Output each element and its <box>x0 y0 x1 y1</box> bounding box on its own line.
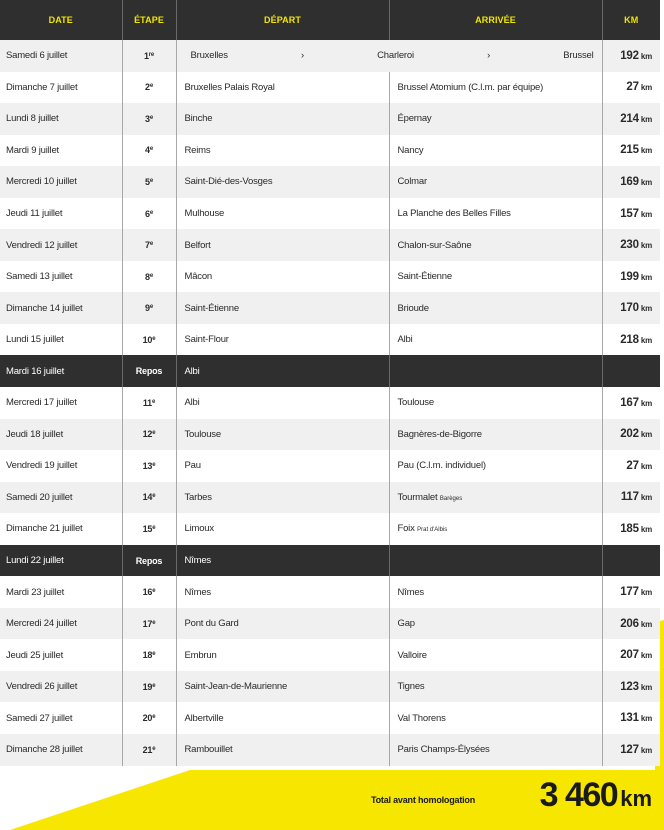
stage-suffix: e <box>149 272 153 279</box>
km-value: 123 <box>620 680 639 693</box>
stage-suffix: e <box>152 524 156 531</box>
table-row <box>0 734 660 766</box>
stage-number: 2 <box>145 82 150 93</box>
km-cell <box>602 639 660 671</box>
start-cell: Belfort <box>176 229 389 261</box>
finish-cell <box>389 576 602 608</box>
loop-via: Charleroi <box>377 50 414 62</box>
km-cell <box>602 135 660 167</box>
finish-city: La Planche des Belles Filles <box>397 208 511 219</box>
finish-city: Épernay <box>397 113 432 125</box>
finish-cell <box>389 166 602 198</box>
km-value: 199 <box>620 270 639 283</box>
table-row <box>0 482 660 514</box>
finish-cell <box>389 639 602 671</box>
finish-city: Paris Champs-Élysées <box>397 744 490 756</box>
stage-number: 19 <box>142 681 153 692</box>
km-unit: km <box>640 83 652 93</box>
start-cell: Binche <box>176 103 389 135</box>
stage-cell <box>122 639 176 671</box>
stage-number: 13 <box>142 460 153 471</box>
finish-cell <box>389 229 602 261</box>
finish-note: Prat d'Albis <box>417 527 448 534</box>
stage-number: 4 <box>145 145 150 156</box>
stage-number: 5 <box>145 176 150 187</box>
finish-cell <box>389 419 602 451</box>
km-cell <box>602 671 660 703</box>
start-cell: Saint-Étienne <box>176 292 389 324</box>
table-row <box>0 135 660 167</box>
km-cell <box>602 355 660 387</box>
rest-day-row <box>0 355 660 387</box>
km-value: 157 <box>620 207 639 220</box>
stage-suffix: e <box>152 619 156 626</box>
km-cell <box>602 103 660 135</box>
km-unit: km <box>640 745 652 755</box>
stage-cell <box>122 608 176 640</box>
km-unit: km <box>640 241 652 251</box>
total-unit: km <box>620 786 652 811</box>
table-row <box>0 702 660 734</box>
km-unit: km <box>640 51 652 61</box>
km-value: 127 <box>620 743 639 756</box>
start-cell: Nîmes <box>176 576 389 608</box>
finish-cell <box>389 198 602 230</box>
date-cell: Samedi 13 juillet <box>0 261 122 293</box>
finish-city: Albi <box>397 334 413 346</box>
km-unit: km <box>640 524 652 534</box>
total-value: 3 460 <box>539 776 618 814</box>
table-row <box>0 292 660 324</box>
km-value: 117 <box>620 491 639 504</box>
start-cell: Albertville <box>176 702 389 734</box>
km-cell <box>602 387 660 419</box>
km-cell <box>602 324 660 356</box>
stage-number: 14 <box>142 492 153 503</box>
km-unit: km <box>640 651 652 661</box>
stage-cell <box>122 261 176 293</box>
loop-route-cell <box>176 40 602 72</box>
finish-cell <box>389 545 602 577</box>
stage-suffix: e <box>152 461 156 468</box>
km-unit: km <box>640 335 652 345</box>
stage-number: 20 <box>142 713 153 724</box>
finish-cell <box>389 292 602 324</box>
km-cell <box>602 576 660 608</box>
rest-label: Repos <box>122 355 176 387</box>
table-row <box>0 450 660 482</box>
date-cell: Samedi 6 juillet <box>0 40 122 72</box>
km-value: 218 <box>620 333 639 346</box>
finish-city: Toulouse <box>397 397 434 409</box>
finish-city: Colmar <box>397 176 427 188</box>
stage-cell <box>122 482 176 514</box>
finish-city: Foix <box>397 523 415 535</box>
km-unit: km <box>640 272 652 282</box>
table-row <box>0 72 660 104</box>
stage-suffix: e <box>149 146 153 153</box>
stage-suffix: e <box>152 682 156 689</box>
km-cell <box>602 40 660 72</box>
finish-city: Valloire <box>397 649 427 661</box>
km-value: 177 <box>620 586 639 599</box>
km-cell <box>602 166 660 198</box>
km-unit: km <box>640 588 652 598</box>
header-start: DÉPART <box>176 0 389 40</box>
km-value: 169 <box>620 175 639 188</box>
finish-cell <box>389 513 602 545</box>
rest-city: Albi <box>176 355 389 387</box>
km-cell <box>602 419 660 451</box>
km-value: 215 <box>620 144 639 157</box>
stage-cell <box>122 198 176 230</box>
finish-cell <box>389 387 602 419</box>
date-cell: Lundi 22 juillet <box>0 545 122 577</box>
date-cell: Dimanche 28 juillet <box>0 734 122 766</box>
finish-city: Brioude <box>397 302 429 314</box>
rest-day-row <box>0 545 660 577</box>
date-cell: Dimanche 14 juillet <box>0 292 122 324</box>
finish-cell <box>389 103 602 135</box>
finish-city: Chalon-sur-Saône <box>397 239 472 251</box>
header-km: KM <box>602 0 660 40</box>
table-row <box>0 166 660 198</box>
km-cell <box>602 482 660 514</box>
finish-cell <box>389 324 602 356</box>
date-cell: Mardi 23 juillet <box>0 576 122 608</box>
finish-cell <box>389 450 602 482</box>
km-unit: km <box>640 177 652 187</box>
loop-arrow-icon: › <box>487 50 491 62</box>
finish-city: Brussel Atomium (C.l.m. par équipe) <box>397 81 544 93</box>
date-cell: Jeudi 18 juillet <box>0 419 122 451</box>
start-cell: Pau <box>176 450 389 482</box>
stage-number: 18 <box>142 650 153 661</box>
stage-cell <box>122 513 176 545</box>
km-value: 131 <box>620 712 639 725</box>
table-row <box>0 608 660 640</box>
finish-city: Nancy <box>397 144 424 156</box>
finish-cell <box>389 671 602 703</box>
start-cell: Embrun <box>176 639 389 671</box>
km-value: 185 <box>620 522 639 535</box>
finish-cell <box>389 482 602 514</box>
date-cell: Vendredi 19 juillet <box>0 450 122 482</box>
header-date: DATE <box>0 0 122 40</box>
stage-cell <box>122 734 176 766</box>
stage-number: 8 <box>145 271 150 282</box>
start-cell: Limoux <box>176 513 389 545</box>
km-cell <box>602 292 660 324</box>
stage-cell <box>122 103 176 135</box>
stage-cell <box>122 576 176 608</box>
stage-suffix: e <box>152 714 156 721</box>
start-cell: Mâcon <box>176 261 389 293</box>
finish-cell <box>389 135 602 167</box>
km-unit: km <box>640 304 652 314</box>
km-cell <box>602 261 660 293</box>
stage-cell <box>122 702 176 734</box>
loop-finish: Brussel <box>563 50 594 62</box>
date-cell: Lundi 15 juillet <box>0 324 122 356</box>
start-cell: Saint-Dié-des-Vosges <box>176 166 389 198</box>
stage-suffix: e <box>152 335 156 342</box>
start-cell: Toulouse <box>176 419 389 451</box>
finish-cell <box>389 355 602 387</box>
date-cell: Jeudi 11 juillet <box>0 198 122 230</box>
stage-number: 1 <box>143 50 149 61</box>
km-value: 27 <box>626 81 639 94</box>
total-distance <box>540 776 652 815</box>
header-finish: ARRIVÉE <box>389 0 602 40</box>
loop-start: Bruxelles <box>190 50 228 62</box>
date-cell: Mercredi 10 juillet <box>0 166 122 198</box>
table-row <box>0 513 660 545</box>
stage-cell <box>122 72 176 104</box>
km-cell <box>602 702 660 734</box>
table-row <box>0 387 660 419</box>
km-cell <box>602 545 660 577</box>
table-row <box>0 419 660 451</box>
km-cell <box>602 450 660 482</box>
stage-cell <box>122 671 176 703</box>
stage-number: 10 <box>142 334 153 345</box>
km-value: 202 <box>620 428 639 441</box>
stage-suffix: e <box>149 209 153 216</box>
start-cell: Pont du Gard <box>176 608 389 640</box>
start-cell: Mulhouse <box>176 198 389 230</box>
finish-city: Nîmes <box>397 586 424 598</box>
finish-note: Barèges <box>439 495 463 502</box>
start-cell: Reims <box>176 135 389 167</box>
stage-cell <box>122 324 176 356</box>
stage-number: 9 <box>145 303 150 314</box>
date-cell: Samedi 27 juillet <box>0 702 122 734</box>
stage-number: 11 <box>142 397 152 408</box>
stage-suffix: e <box>149 177 153 184</box>
stage-suffix: e <box>152 588 156 595</box>
km-value: 27 <box>626 459 639 472</box>
km-unit: km <box>640 146 652 156</box>
finish-cell <box>389 261 602 293</box>
finish-city: Tourmalet <box>397 491 438 503</box>
stage-cell <box>122 292 176 324</box>
table-header-row <box>0 0 660 40</box>
km-cell <box>602 513 660 545</box>
finish-cell <box>389 608 602 640</box>
date-cell: Mardi 9 juillet <box>0 135 122 167</box>
stage-suffix: e <box>152 493 156 500</box>
finish-city: Saint-Étienne <box>397 271 452 283</box>
stage-cell <box>122 40 176 72</box>
start-cell: Saint-Jean-de-Maurienne <box>176 671 389 703</box>
km-value: 214 <box>620 112 639 125</box>
table-row <box>0 198 660 230</box>
km-value: 170 <box>620 302 639 315</box>
km-unit: km <box>640 430 652 440</box>
rest-city: Nîmes <box>176 545 389 577</box>
finish-city: Bagnères-de-Bigorre <box>397 428 482 440</box>
km-unit: km <box>640 619 652 629</box>
start-cell: Albi <box>176 387 389 419</box>
finish-cell <box>389 734 602 766</box>
km-cell <box>602 72 660 104</box>
stage-suffix: e <box>149 114 153 121</box>
km-unit: km <box>640 714 652 724</box>
date-cell: Samedi 20 juillet <box>0 482 122 514</box>
table-row <box>0 40 660 72</box>
km-value: 167 <box>620 396 639 409</box>
stage-suffix: e <box>152 745 156 752</box>
km-value: 207 <box>620 649 639 662</box>
header-stage: ÉTAPE <box>122 0 176 40</box>
stage-suffix: e <box>149 304 153 311</box>
rest-label: Repos <box>122 545 176 577</box>
km-value: 230 <box>620 239 639 252</box>
km-value: 192 <box>620 49 639 62</box>
table-row <box>0 229 660 261</box>
km-cell <box>602 229 660 261</box>
stage-number: 6 <box>145 208 150 219</box>
table-body <box>0 40 660 766</box>
date-cell: Mardi 16 juillet <box>0 355 122 387</box>
finish-cell <box>389 72 602 104</box>
stage-number: 17 <box>142 618 153 629</box>
date-cell: Lundi 8 juillet <box>0 103 122 135</box>
stage-cell <box>122 135 176 167</box>
start-cell: Saint-Flour <box>176 324 389 356</box>
km-unit: km <box>640 209 652 219</box>
stage-number: 21 <box>142 744 153 755</box>
stage-number: 16 <box>142 587 153 598</box>
stage-suffix: e <box>149 241 153 248</box>
table-row <box>0 261 660 293</box>
km-cell <box>602 608 660 640</box>
date-cell: Mercredi 17 juillet <box>0 387 122 419</box>
table-row <box>0 639 660 671</box>
stage-cell <box>122 450 176 482</box>
table-row <box>0 103 660 135</box>
stage-suffix: e <box>151 398 156 405</box>
stage-number: 7 <box>145 240 150 251</box>
km-unit: km <box>640 398 652 408</box>
km-unit: km <box>640 493 652 503</box>
date-cell: Vendredi 26 juillet <box>0 671 122 703</box>
km-unit: km <box>640 682 652 692</box>
loop-arrow-icon: › <box>300 50 304 62</box>
table-row <box>0 671 660 703</box>
stage-number: 15 <box>142 523 153 534</box>
stage-number: 3 <box>145 113 150 124</box>
stage-cell <box>122 419 176 451</box>
km-unit: km <box>640 461 652 471</box>
finish-city: Gap <box>397 618 415 630</box>
start-cell: Rambouillet <box>176 734 389 766</box>
stage-suffix: re <box>148 51 155 58</box>
stage-suffix: e <box>152 651 156 658</box>
finish-city: Tignes <box>397 681 425 693</box>
km-cell <box>602 198 660 230</box>
date-cell: Jeudi 25 juillet <box>0 639 122 671</box>
km-value: 206 <box>620 617 639 630</box>
start-cell: Bruxelles Palais Royal <box>176 72 389 104</box>
stage-cell <box>122 229 176 261</box>
finish-city: Pau (C.l.m. individuel) <box>397 460 486 472</box>
finish-cell <box>389 702 602 734</box>
stage-suffix: e <box>149 83 153 90</box>
date-cell: Dimanche 21 juillet <box>0 513 122 545</box>
total-label: Total avant homologation <box>371 795 476 805</box>
table-row <box>0 576 660 608</box>
table-row <box>0 324 660 356</box>
date-cell: Dimanche 7 juillet <box>0 72 122 104</box>
km-unit: km <box>640 114 652 124</box>
finish-city: Val Thorens <box>397 712 446 724</box>
stage-suffix: e <box>152 430 156 437</box>
stage-cell <box>122 387 176 419</box>
date-cell: Vendredi 12 juillet <box>0 229 122 261</box>
km-cell <box>602 734 660 766</box>
stage-cell <box>122 166 176 198</box>
date-cell: Mercredi 24 juillet <box>0 608 122 640</box>
stage-number: 12 <box>142 429 153 440</box>
start-cell: Tarbes <box>176 482 389 514</box>
